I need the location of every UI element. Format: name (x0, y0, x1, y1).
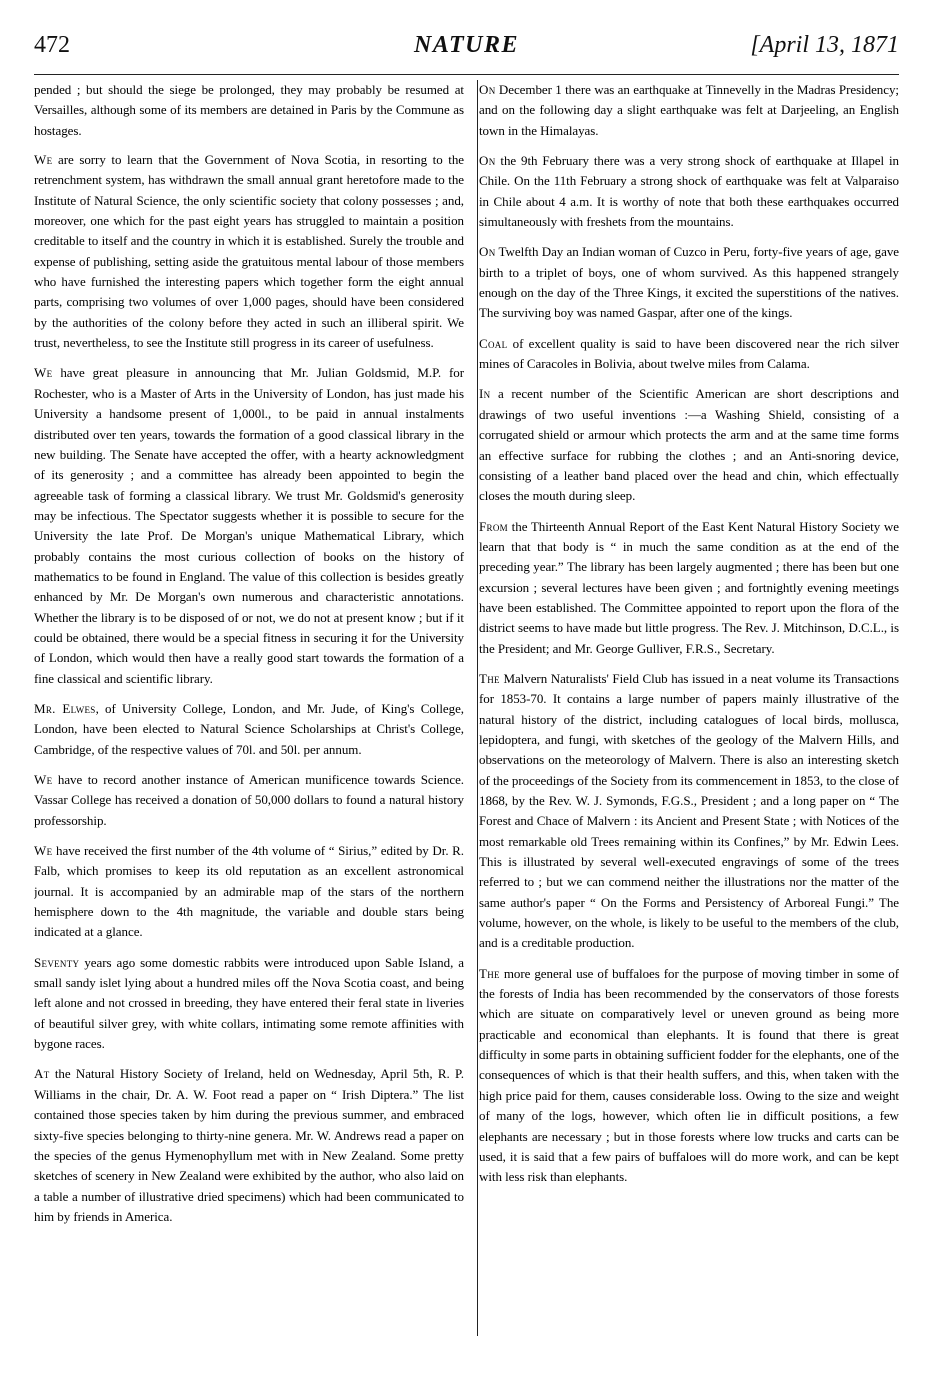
header-rule (34, 74, 899, 75)
paragraph-text: December 1 there was an earthquake at Tinnevelly in the Madras Presidency; and on the following day a slight earthquake was felt at Darjeeling, an English town in the Himalayas. (479, 82, 899, 138)
left-column (34, 80, 464, 1336)
paragraph (479, 242, 899, 323)
paragraph-text: of excellent quality is said to have been discovered near the rich silver mines of Caracoles in Bolivia, about twelve miles from Calama. (479, 335, 899, 372)
paragraph-lead: Coal (479, 335, 508, 351)
paragraph-lead: We (34, 843, 53, 859)
paragraph (479, 517, 899, 659)
paragraph (34, 699, 464, 760)
paragraph (34, 1064, 464, 1227)
paragraph-text: the Natural History Society of Ireland, held on Wednesday, April 5th, R. P. Williams in the chair, Dr. A. W. Foot read a paper on “ Irish Diptera.” The list contained those species taken by him during the previous summer, and embraced sixty-five species belonging to thirty-nine genera. Mr. W. Andrews read a paper on the species of the genus Hymenophyllum met with in New Zealand. Some pretty sketches of scenery in New Zealand were exhibited by the author, who also laid on a table a number of illustrative dried specimens) which had been communicated to him by friends in America. (34, 1066, 464, 1224)
paragraph-lead: We (34, 772, 53, 787)
paragraph (479, 334, 899, 375)
article-columns (34, 80, 899, 1336)
paragraph (34, 841, 464, 943)
paragraph-lead: On (479, 153, 496, 169)
paragraph-text: more general use of buffaloes for the purpose of moving timber in some of the forests of India has been recommended by the conservators of those forests which are situate on comparatively level or uneven ground as being more practicable and economical than elephants. It is found that there is great difficulty in some parts in obtaining sufficient fodder for the elephants, one of the consequences of which is that their health suffers, and this, when taken with the high price paid for them, causes considerable loss. Owing to the size and weight of many of the logs, however, which often lie in difficult positions, a few elephants are necessary ; but in those forests where low trucks and carts can be used, it is said that a few pairs of buffaloes will do more work, and can be kept with less risk than elephants. (479, 965, 899, 1185)
paragraph-lead: At (34, 1066, 50, 1082)
column-rule (477, 80, 478, 1336)
paragraph (34, 770, 464, 831)
running-header (34, 32, 899, 68)
paragraph (479, 964, 899, 1188)
paragraph-lead: In (479, 386, 491, 402)
paragraph-lead: Mr. Elwes (34, 700, 96, 716)
paragraph-text: have great pleasure in announcing that Mr. Julian Goldsmid, M.P. for Rochester, who is a Master of Arts in the University of London, has just made his University a handsome present of 1,000l., to be paid in annual instalments distributed over ten years, towards the formation of a good classical library in the new building. The Senate have accepted the offer, with a hearty acknowledgment of its generosity ; and a committee has already been appointed to begin the agreeable task of forming a classical library. We trust Mr. Goldsmid's generosity may be infectious. The Spectator suggests whether it is possible to secure for the University the late Prof. De Morgan's unique Mathematical Library, which probably contains the most curious collection of books on the history of mathematics to be found in England. The value of this collection is besides greatly enhanced by Mr. De Morgan's own numerous and characteristic annotations. Whether the library is to be disposed of or not, we do not at present know ; but if it could be obtained, there would be a special fitness in securing it for the University of London, which would then have a really good start towards the formation of a fine classical and scientific library. (34, 365, 464, 686)
paragraph-lead: We (34, 152, 53, 168)
paragraph-text: pended ; but should the siege be prolonged, they may probably be resumed at Versailles, although some of its members are detained in Paris by the Commune as hostages. (34, 82, 464, 138)
paragraph (34, 80, 464, 141)
page-number: 472 (34, 32, 70, 58)
paragraph (34, 363, 464, 689)
paragraph (479, 384, 899, 506)
paragraph-lead: On (479, 82, 496, 97)
paragraph-lead: Seventy (34, 954, 80, 970)
paragraph (479, 151, 899, 232)
paragraph-lead: From (479, 518, 508, 534)
paragraph-text: the 9th February there was a very strong shock of earthquake at Illapel in Chile. On the 11th February a strong shock of earthquake was felt at Valparaiso in Chile about 4 a.m. It is worthy of note that both these earthquakes occurred simultaneously with freshets from the mountains. (479, 153, 899, 230)
paragraph (34, 150, 464, 353)
paragraph-text: a recent number of the Scientific American are short descriptions and drawings of two useful inventions :—a Washing Shield, consisting of a corrugated shield or armour which protects the arm and at the same time forms an effective surface for rubbing the clothes ; and an Anti-snoring device, consisting of a leather band placed over the head and chin, which effectually closes the mouth during sleep. (479, 386, 899, 504)
paragraph (479, 80, 899, 141)
paragraph-text: have to record another instance of American munificence towards Science. Vassar College has received a donation of 50,000 dollars to found a natural history professorship. (34, 772, 464, 828)
paragraph-lead: On (479, 244, 496, 260)
paragraph-text: the Thirteenth Annual Report of the East Kent Natural History Society we learn that that body is “ in much the same condition as at the end of the preceding year.” The library has been largely augmented ; there has been but one excursion ; several lectures have been given ; and fortnightly evening meetings have been established. The Committee appointed to report upon the flora of the district seems to have made but little progress. The Rev. J. Mitchinson, D.C.L., is the President; and Mr. George Gulliver, F.R.S., Secretary. (479, 518, 899, 656)
paragraph-text: have received the first number of the 4th volume of “ Sirius,” edited by Dr. R. Falb, which promises to keep its old reputation as an excellent astronomical journal. It is accompanied by an admirable map of the stars of the northern hemisphere down to the 4th magnitude, the variable and double stars being indicated at a glance. (34, 843, 464, 940)
paragraph-text: Twelfth Day an Indian woman of Cuzco in Peru, forty-five years of age, gave birth to a triplet of boys, one of whom survived. As this happened strangely enough on the day of the Three Kings, it excited the superstitions of the natives. The surviving boy was named Gaspar, after one of the kings. (479, 244, 899, 321)
paragraph-text: Malvern Naturalists' Field Club has issued in a neat volume its Transactions for 1853-70. It contains a large number of papers mainly illustrative of the natural history of the district, including catalogues of local birds, mollusca, lepidoptera, and fungi, with sketches of the geology of the Malvern Hills, and observations on the meteorology of Malvern. There is also an interesting sketch of the proceedings of the Society from its commencement in 1853, to the close of 1868, by the Rev. W. J. Symonds, F.G.S., President ; and a long paper on “ The Forest and Chace of Malvern : its Ancient and Present State ; with Notices of the most remarkable old Trees remaining within its Confines,” by Mr. Edwin Lees. This is illustrated by several well-executed engravings of some of the trees referred to ; but we can commend neither the illustrations nor the matter of the same author's paper “ On the Forms and Persistency of Arboreal Fungi.” The volume, however, on the whole, is likely to be useful to the members of the club, and is a creditable production. (479, 670, 899, 951)
paragraph-lead: The (479, 965, 500, 981)
paragraph-lead: We (34, 365, 53, 381)
issue-date: [April 13, 1871 (750, 32, 899, 58)
paragraph-text: , of University College, London, and Mr. Jude, of King's College, London, have been elected to Natural Science Scholarships at Christ's College, Cambridge, of the respective values of 70l. and 50l. per annum. (34, 700, 464, 757)
paragraph-text: years ago some domestic rabbits were introduced upon Sable Island, a small sandy islet lying about a hundred miles off the Nova Scotia coast, and being left alone and not crossed in breeding, they have entered their feral state in liveries of beautiful silver grey, with white collars, intimating some remote affinities with bygone races. (34, 954, 464, 1052)
paragraph (34, 953, 464, 1055)
paragraph-lead: The (479, 670, 500, 686)
paragraph-text: are sorry to learn that the Government of Nova Scotia, in resorting to the retrenchment system, has withdrawn the small annual grant heretofore made to the Institute of Natural Science, the only scientific society that colony possesses ; and, moreover, one which for the past eight years has struggled to maintain a position creditable to itself and the country in which it is established. Surely the trouble and expense of publishing, setting aside the gratuitous mental labour of those members who have furnished the interesting papers which together form the eight annual parts, comprising two volumes of over 1,000 pages, should have been considered by the authorities of the colony before they acted in such an illiberal spirit. We trust, nevertheless, to see the Institute still progress in its career of usefulness. (34, 152, 464, 351)
journal-title: NATURE (413, 32, 520, 58)
paragraph (479, 669, 899, 954)
right-column (479, 80, 899, 1336)
